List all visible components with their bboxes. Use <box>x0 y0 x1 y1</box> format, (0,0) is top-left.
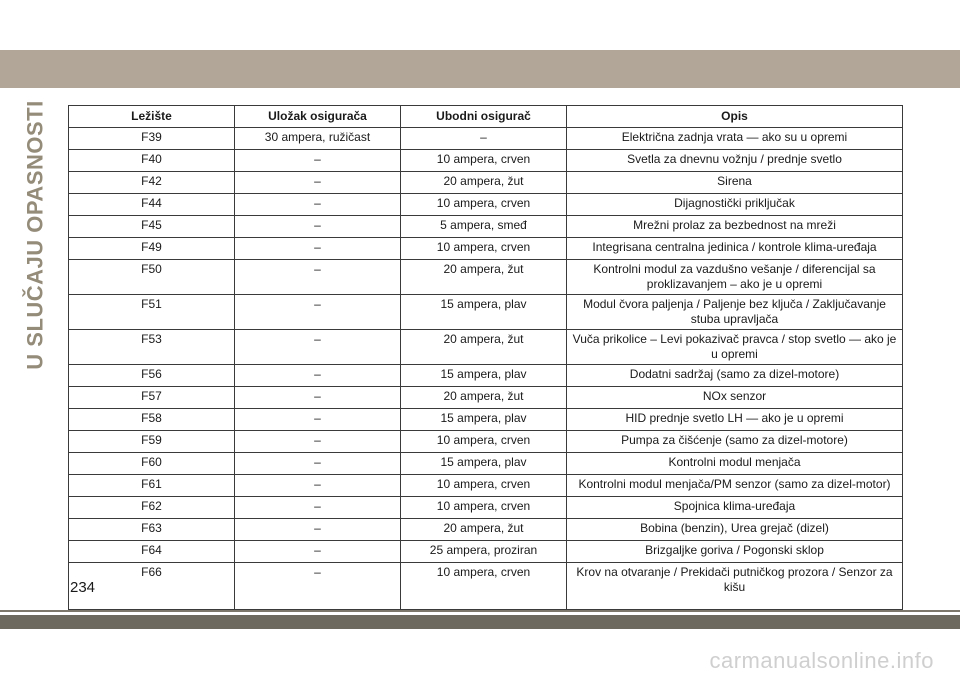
cell-cartridge-fuse: – <box>235 216 401 238</box>
cell-blade-fuse: 10 ampera, crven <box>401 497 567 519</box>
cell-blade-fuse: 20 ampera, žut <box>401 387 567 409</box>
table-row <box>69 238 903 260</box>
cell-blade-fuse: 20 ampera, žut <box>401 172 567 194</box>
cell-blade-fuse: 10 ampera, crven <box>401 563 567 610</box>
cell-description: Krov na otvaranje / Prekidači putničkog prozora / Senzor za kišu <box>567 563 903 610</box>
section-side-label <box>20 90 52 380</box>
cell-cartridge-fuse: – <box>235 194 401 216</box>
table-row <box>69 563 903 610</box>
cell-description: HID prednje svetlo LH — ako je u opremi <box>567 409 903 431</box>
cell-cartridge-fuse: – <box>235 330 401 365</box>
cell-cartridge-fuse: – <box>235 260 401 295</box>
table-row <box>69 194 903 216</box>
cell-location: F49 <box>69 238 235 260</box>
cell-blade-fuse: – <box>401 128 567 150</box>
cell-location: F64 <box>69 541 235 563</box>
table-header-row <box>69 106 903 128</box>
table-row <box>69 409 903 431</box>
cell-blade-fuse: 20 ampera, žut <box>401 260 567 295</box>
column-header-blade-fuse: Ubodni osigurač <box>401 106 567 128</box>
cell-blade-fuse: 15 ampera, plav <box>401 409 567 431</box>
cell-description: Vuča prikolice – Levi pokazivač pravca / stop svetlo — ako je u opremi <box>567 330 903 365</box>
cell-location: F44 <box>69 194 235 216</box>
cell-description: Kontrolni modul menjača <box>567 453 903 475</box>
cell-cartridge-fuse: – <box>235 431 401 453</box>
table-row <box>69 260 903 295</box>
table-row <box>69 431 903 453</box>
cell-cartridge-fuse: – <box>235 172 401 194</box>
table-row <box>69 216 903 238</box>
cell-location: F40 <box>69 150 235 172</box>
cell-blade-fuse: 15 ampera, plav <box>401 365 567 387</box>
cell-location: F60 <box>69 453 235 475</box>
cell-blade-fuse: 20 ampera, žut <box>401 330 567 365</box>
page-number: 234 <box>70 579 96 596</box>
cell-blade-fuse: 20 ampera, žut <box>401 519 567 541</box>
cell-cartridge-fuse: – <box>235 497 401 519</box>
cell-blade-fuse: 10 ampera, crven <box>401 150 567 172</box>
section-title: U SLUČAJU OPASNOSTI <box>23 100 49 370</box>
column-header-location: Ležište <box>69 106 235 128</box>
cell-description: Pumpa za čišćenje (samo za dizel-motore) <box>567 431 903 453</box>
footer-rule <box>0 610 960 612</box>
cell-description: Brizgaljke goriva / Pogonski sklop <box>567 541 903 563</box>
cell-cartridge-fuse: – <box>235 563 401 610</box>
table-row <box>69 519 903 541</box>
cell-cartridge-fuse: – <box>235 238 401 260</box>
table-row <box>69 150 903 172</box>
table-row <box>69 172 903 194</box>
cell-blade-fuse: 10 ampera, crven <box>401 194 567 216</box>
cell-location: F59 <box>69 431 235 453</box>
cell-location: F57 <box>69 387 235 409</box>
cell-location: F51 <box>69 295 235 330</box>
cell-location: F58 <box>69 409 235 431</box>
cell-location: F61 <box>69 475 235 497</box>
cell-cartridge-fuse: – <box>235 409 401 431</box>
cell-description: Integrisana centralna jedinica / kontrole klima-uređaja <box>567 238 903 260</box>
cell-location: F42 <box>69 172 235 194</box>
header-band <box>0 50 960 88</box>
cell-description: Spojnica klima-uređaja <box>567 497 903 519</box>
column-header-description: Opis <box>567 106 903 128</box>
cell-blade-fuse: 15 ampera, plav <box>401 295 567 330</box>
cell-cartridge-fuse: – <box>235 519 401 541</box>
cell-location: F66 <box>69 563 235 610</box>
cell-cartridge-fuse: – <box>235 475 401 497</box>
cell-blade-fuse: 10 ampera, crven <box>401 431 567 453</box>
footer-band <box>0 615 960 629</box>
cell-blade-fuse: 10 ampera, crven <box>401 238 567 260</box>
cell-description: Modul čvora paljenja / Paljenje bez ključa / Zaključavanje stuba upravljača <box>567 295 903 330</box>
cell-description: Mrežni prolaz za bezbednost na mreži <box>567 216 903 238</box>
cell-cartridge-fuse: – <box>235 387 401 409</box>
cell-location: F45 <box>69 216 235 238</box>
cell-description: Sirena <box>567 172 903 194</box>
cell-description: Dijagnostički priključak <box>567 194 903 216</box>
fuse-table <box>68 105 903 610</box>
table-row <box>69 453 903 475</box>
cell-location: F39 <box>69 128 235 150</box>
cell-location: F63 <box>69 519 235 541</box>
cell-cartridge-fuse: – <box>235 365 401 387</box>
cell-blade-fuse: 25 ampera, proziran <box>401 541 567 563</box>
column-header-cartridge-fuse: Uložak osigurača <box>235 106 401 128</box>
cell-location: F53 <box>69 330 235 365</box>
table-row <box>69 128 903 150</box>
cell-cartridge-fuse: 30 ampera, ružičast <box>235 128 401 150</box>
cell-location: F50 <box>69 260 235 295</box>
table-row <box>69 387 903 409</box>
cell-cartridge-fuse: – <box>235 150 401 172</box>
table-row <box>69 497 903 519</box>
cell-description: Svetla za dnevnu vožnju / prednje svetlo <box>567 150 903 172</box>
cell-description: Električna zadnja vrata — ako su u opremi <box>567 128 903 150</box>
cell-description: NOx senzor <box>567 387 903 409</box>
cell-cartridge-fuse: – <box>235 541 401 563</box>
cell-cartridge-fuse: – <box>235 295 401 330</box>
table-row <box>69 365 903 387</box>
table-row <box>69 295 903 330</box>
cell-description: Kontrolni modul za vazdušno vešanje / diferencijal sa proklizavanjem – ako je u opremi <box>567 260 903 295</box>
cell-description: Bobina (benzin), Urea grejač (dizel) <box>567 519 903 541</box>
table-row <box>69 541 903 563</box>
cell-blade-fuse: 15 ampera, plav <box>401 453 567 475</box>
watermark: carmanualsonline.info <box>709 648 934 673</box>
table-row <box>69 330 903 365</box>
cell-description: Kontrolni modul menjača/PM senzor (samo za dizel-motor) <box>567 475 903 497</box>
cell-location: F56 <box>69 365 235 387</box>
cell-blade-fuse: 5 ampera, smeđ <box>401 216 567 238</box>
table-row <box>69 475 903 497</box>
cell-blade-fuse: 10 ampera, crven <box>401 475 567 497</box>
cell-description: Dodatni sadržaj (samo za dizel-motore) <box>567 365 903 387</box>
cell-location: F62 <box>69 497 235 519</box>
cell-cartridge-fuse: – <box>235 453 401 475</box>
